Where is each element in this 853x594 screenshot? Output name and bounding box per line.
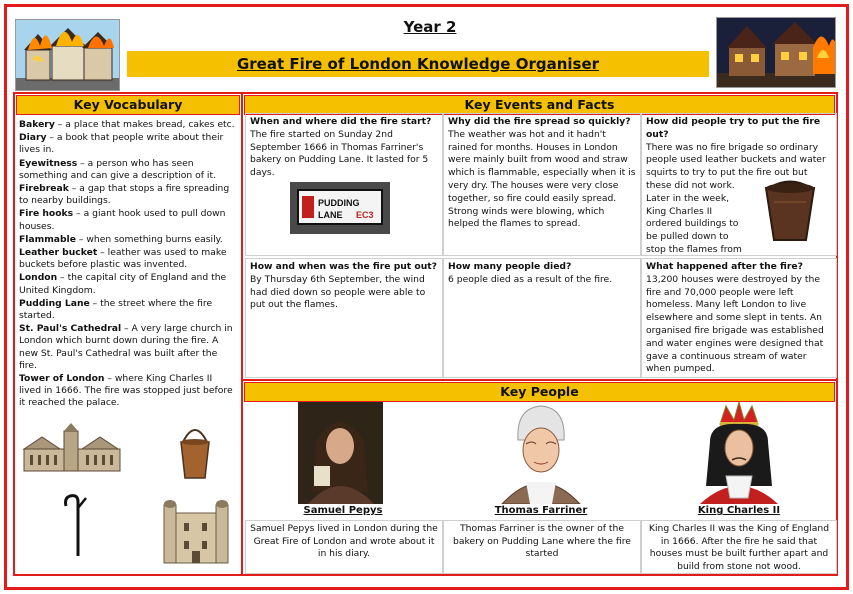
person-description: Samuel Pepys lived in London during the Great Fire of London and wrote about it in his diary. xyxy=(245,520,443,574)
event-answer: The weather was hot and it hadn't rained for months. Houses in London were mainly built from wood and straw which is flammable, especially when it is very dry. The houses were very close together, so fire could easily spread. Strong winds were blowing, which helped the flames to spread. xyxy=(448,128,636,230)
event-question: How many people died? xyxy=(448,261,572,272)
event-cell-spread xyxy=(443,113,641,256)
vocabulary-item xyxy=(19,183,237,207)
king-charles-portrait xyxy=(696,402,782,504)
vocabulary-term: Bakery xyxy=(19,119,55,130)
vocabulary-definition: – a gap that stops a fire spreading to nearby buildings. xyxy=(19,183,230,207)
vocabulary-list xyxy=(15,116,241,414)
event-cell-deaths xyxy=(443,258,641,378)
tower-of-london-picture xyxy=(160,495,232,567)
vocabulary-definition: – a giant hook used to pull down houses. xyxy=(19,208,226,232)
pudding-lane-sign-picture xyxy=(290,182,390,234)
vocabulary-definition: – A very large church in London which burnt down during the fire. A new St. Paul's Cathedral was built after the fire. xyxy=(19,323,233,371)
person-name: Thomas Farriner xyxy=(494,505,588,516)
event-question: What happened after the fire? xyxy=(646,261,803,272)
vocabulary-item xyxy=(19,272,237,296)
leather-bucket-icon xyxy=(175,420,215,482)
person-description: Thomas Farriner is the owner of the bakery on Pudding Lane where the fire started xyxy=(443,520,641,574)
vocabulary-term: Fire hooks xyxy=(19,208,74,220)
page-title: Great Fire of London Knowledge Organiser xyxy=(127,51,709,77)
vocabulary-item xyxy=(19,247,237,271)
sign-pudding-text: PUDDING xyxy=(318,198,360,208)
vocabulary-term: Tower of London xyxy=(19,373,105,385)
people-heading: Key People xyxy=(244,382,835,402)
vocabulary-term: Eyewitness xyxy=(19,157,78,169)
events-heading: Key Events and Facts xyxy=(244,95,835,115)
vocabulary-item xyxy=(19,373,237,410)
st-pauls-cathedral-picture xyxy=(22,423,122,475)
event-question: Why did the fire spread so quickly? xyxy=(448,116,631,127)
event-cell-after xyxy=(641,258,837,378)
event-question: How did people try to put the fire out? xyxy=(646,116,821,140)
event-question: How and when was the fire put out? xyxy=(250,261,437,272)
vocabulary-term: Diary xyxy=(19,132,47,144)
vocabulary-item xyxy=(19,132,237,156)
vocabulary-item xyxy=(19,119,237,131)
vocabulary-definition: – a person who has seen something and can give a description of it. xyxy=(19,157,216,181)
leather-bucket-photo xyxy=(760,172,820,244)
vocabulary-term: London xyxy=(19,272,58,284)
vocabulary-definition: – a book that people write about their lives in. xyxy=(19,132,224,156)
thomas-farriner-portrait xyxy=(496,400,586,504)
event-answer-continued: Later in the week, King Charles II ordered buildings to be pulled down to stop the flames from xyxy=(646,192,742,255)
person-name: King Charles II xyxy=(697,505,781,516)
event-answer: 6 people died as a result of the fire. xyxy=(448,273,613,285)
event-question: When and where did the fire start? xyxy=(250,116,432,127)
year-label: Year 2 xyxy=(403,18,457,36)
vocabulary-item xyxy=(19,158,237,182)
vocabulary-term: Flammable xyxy=(19,233,76,245)
person-description: King Charles II was the King of England in 1666. After the fire he said that houses must be built further apart and build from stone not wood. xyxy=(641,520,837,574)
vocabulary-heading: Key Vocabulary xyxy=(16,95,240,115)
vocabulary-item xyxy=(19,234,237,246)
event-answer: There was no fire brigade so ordinary people used leather buckets and water squirts to try to put the fire out but these did not work. xyxy=(646,141,826,191)
vocabulary-definition: – leather was used to make buckets before plastic was invented. xyxy=(19,247,227,271)
event-answer: By Thursday 6th September, the wind had died down so people were able to put out the flames. xyxy=(250,273,426,311)
burning-houses-picture xyxy=(15,19,120,91)
night-street-fire-picture xyxy=(716,17,836,88)
event-answer: 13,200 houses were destroyed by the fire and 70,000 people were left homeless. Many left London to live elsewhere and some slept in tents. An organised fire brigade was established and water engines were designed that gave a continuous stream of water when pumped. xyxy=(646,273,824,375)
vocabulary-term: Pudding Lane xyxy=(19,297,90,309)
samuel-pepys-portrait xyxy=(298,402,383,504)
vocabulary-definition: – when something burns easily. xyxy=(75,233,223,245)
vocabulary-item xyxy=(19,208,237,232)
vocabulary-definition: – a place that makes bread, cakes etc. xyxy=(54,119,235,130)
sign-code-text: EC3 xyxy=(356,210,374,220)
vocabulary-definition: – the street where the fire started. xyxy=(19,297,213,322)
fire-hook-icon xyxy=(60,492,90,557)
vocabulary-term: Firebreak xyxy=(19,183,69,195)
vocabulary-definition: – the capital city of England and the United Kingdom. xyxy=(19,272,227,296)
vocabulary-term: St. Paul's Cathedral xyxy=(19,323,122,335)
event-cell-fire-put-out xyxy=(245,258,443,378)
vocabulary-term: Leather bucket xyxy=(19,247,98,259)
vocabulary-item xyxy=(19,298,237,322)
vocabulary-definition: – where King Charles II lived in 1666. The fire was stopped just before it reached the palace. xyxy=(19,373,233,409)
sign-lane-text: LANE xyxy=(318,210,343,220)
person-name: Samuel Pepys xyxy=(303,505,383,516)
vocabulary-item xyxy=(19,323,237,372)
event-answer: The fire started on Sunday 2nd September 1666 in Thomas Farriner's bakery on Pudding Lane. It lasted for 5 days. xyxy=(250,128,429,179)
